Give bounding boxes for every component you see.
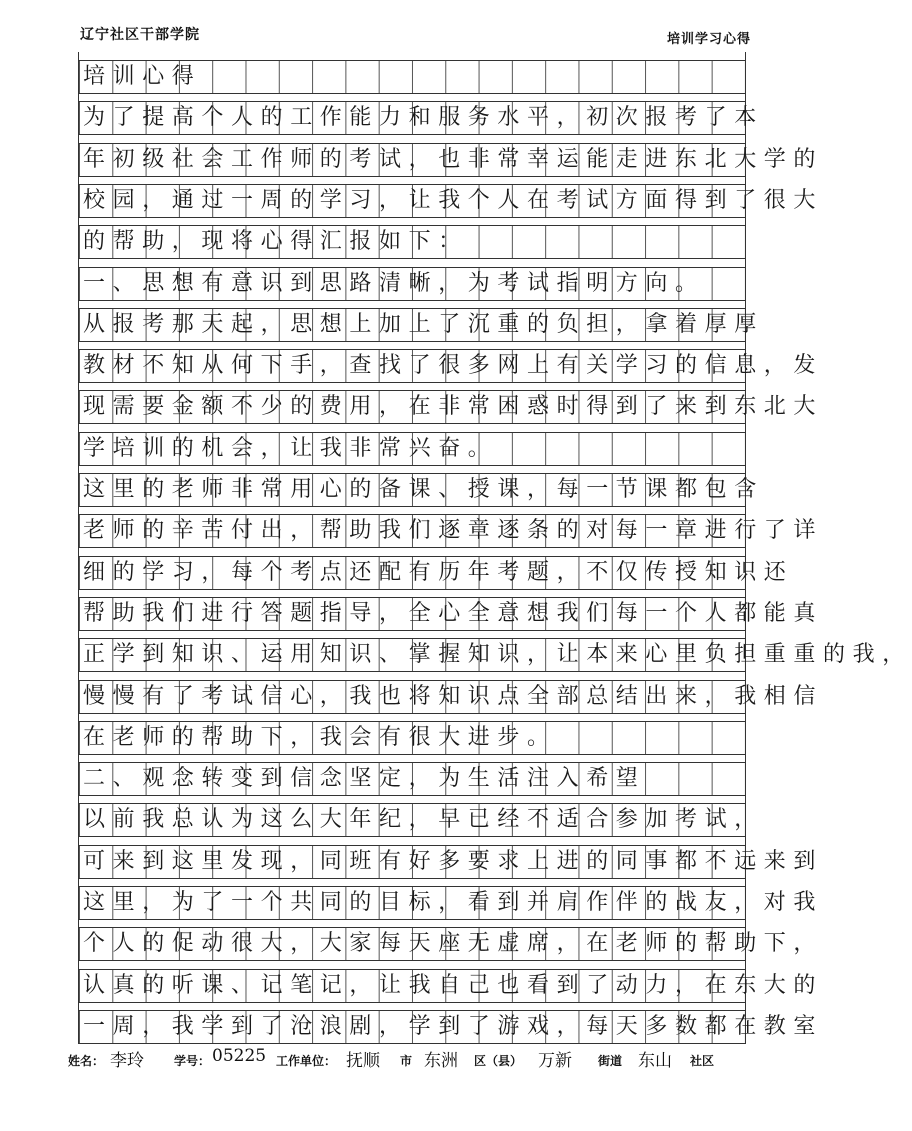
writing-grid xyxy=(78,52,912,1044)
handwritten-line: 从报考那天起，思想上加上了沉重的负担，拿着厚厚 xyxy=(83,311,764,337)
grid-row xyxy=(79,390,824,424)
grid-row xyxy=(79,927,824,961)
grid-row xyxy=(79,886,824,920)
handwritten-line: 帮助我们进行答题指导，全心全意想我们每一个人都能真 xyxy=(83,600,824,626)
grid-row xyxy=(79,597,824,631)
grid-row xyxy=(79,60,745,94)
grid-row xyxy=(79,184,824,218)
street-label: 街道 xyxy=(598,1054,623,1068)
handwritten-line: 以前我总认为这么大年纪，早已经不适合参加考试， xyxy=(83,807,764,833)
grid-row xyxy=(79,473,764,507)
id-label: 学号： xyxy=(174,1054,211,1068)
work-unit-label: 工作单位： xyxy=(276,1054,337,1068)
handwritten-line: 为了提高个人的工作能力和服务水平，初次报考了本 xyxy=(83,105,764,131)
grid-row xyxy=(79,514,824,548)
community-value: 东山 xyxy=(638,1051,672,1071)
handwritten-line: 年初级社会工作师的考试，也非常幸运能走进东北大学的 xyxy=(83,146,824,172)
handwritten-line: 细的学习，每个考点还配有历年考题，不仅传授知识还 xyxy=(83,559,794,585)
handwritten-line: 个人的促动很大，大家每天座无虚席，在老师的帮助下， xyxy=(83,931,824,957)
handwritten-line: 学培训的机会，让我非常兴奋。 xyxy=(83,435,498,461)
grid-row xyxy=(79,432,745,466)
grid-row xyxy=(79,556,794,590)
street-value: 万新 xyxy=(538,1051,572,1071)
grid-row xyxy=(79,349,824,383)
handwritten-line: 一周，我学到了沧浪剧，学到了游戏，每天多数都在教室 xyxy=(83,1013,824,1039)
grid-row xyxy=(79,267,745,301)
community-label: 社区 xyxy=(690,1054,715,1068)
handwritten-line: 校园，通过一周的学习，让我个人在考试方面得到了很大 xyxy=(83,187,824,213)
name-value: 李玲 xyxy=(110,1051,144,1071)
document-type: 培训学习心得 xyxy=(666,32,751,47)
grid-row xyxy=(79,638,912,672)
city-value: 抚顺 xyxy=(346,1051,380,1071)
grid-row xyxy=(79,803,764,837)
district-label: 区（县） xyxy=(474,1054,523,1068)
grid-row xyxy=(79,721,745,755)
grid-row xyxy=(79,1010,824,1044)
handwritten-line: 慢慢有了考试信心，我也将知识点全部总结出来，我相信 xyxy=(83,683,824,709)
grid-row xyxy=(79,969,824,1003)
handwritten-line: 在老师的帮助下，我会有很大进步。 xyxy=(83,724,557,750)
handwritten-line: 可来到这里发现，同班有好多要求上进的同事都不远来到 xyxy=(83,848,824,874)
handwritten-line: 的帮助，现将心得汇报如下： xyxy=(83,229,468,255)
handwritten-line: 这里，为了一个共同的目标，看到并肩作伴的战友，对我 xyxy=(83,890,824,915)
handwritten-line: 一、思想有意识到思路清晰，为考试指明方向。 xyxy=(83,270,705,296)
grid-row xyxy=(79,762,745,796)
handwritten-line: 二、观念转变到信念坚定，为生活注入希望 xyxy=(83,766,646,792)
district-value: 东洲 xyxy=(424,1051,458,1071)
grid-row xyxy=(79,680,824,714)
id-value: 05225 xyxy=(212,1046,267,1066)
grid-row xyxy=(79,845,824,879)
handwritten-line: 认真的听课、记笔记，让我自己也看到了动力，在东大的 xyxy=(83,972,824,998)
handwritten-line: 现需要金额不少的费用，在非常困惑时得到了来到东北大 xyxy=(83,394,824,420)
handwritten-line: 教材不知从何下手，查找了很多网上有关学习的信息，发 xyxy=(83,353,824,379)
handwritten-line: 这里的老师非常用心的备课、授课，每一节课都包含 xyxy=(83,477,764,502)
city-label: 市 xyxy=(400,1054,413,1068)
name-label: 姓名： xyxy=(68,1054,105,1068)
handwritten-line: 老师的辛苦付出，帮助我们逐章逐条的对每一章进行了详 xyxy=(83,518,824,544)
handwritten-line: 培训心得 xyxy=(83,64,202,89)
handwritten-line: 正学到知识、运用知识、掌握知识，让本来心里负担重重的我， xyxy=(83,642,912,668)
school-name: 辽宁社区干部学院 xyxy=(80,27,200,43)
grid-row xyxy=(79,225,745,259)
grid-row xyxy=(79,101,764,135)
grid-row xyxy=(79,308,764,342)
grid-row xyxy=(79,143,824,177)
